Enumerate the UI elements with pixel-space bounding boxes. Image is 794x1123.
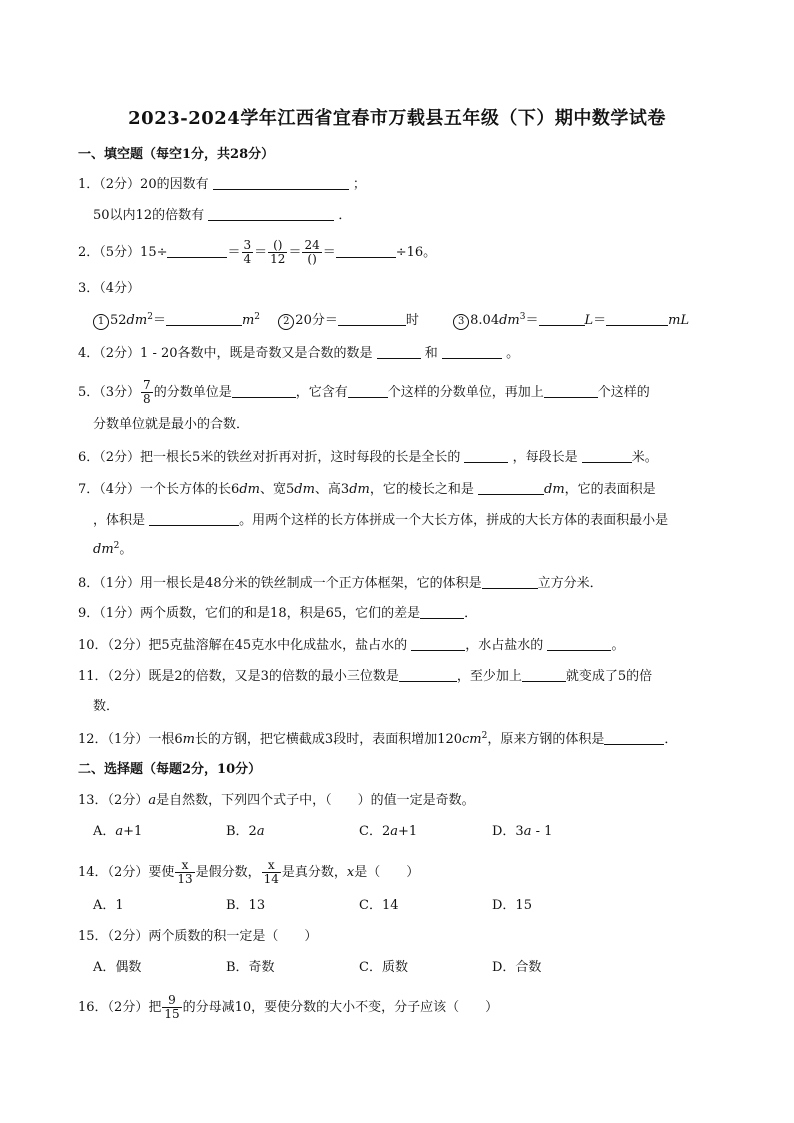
option-d[interactable]: D．合数	[492, 960, 542, 975]
answer-blank[interactable]	[544, 383, 598, 398]
question-3: 3．（4分）	[78, 281, 141, 296]
answer-blank[interactable]	[166, 311, 242, 326]
question-4: 4．（2分）1 - 20各数中，既是奇数又是合数的数是 和 。	[78, 346, 520, 361]
answer-blank[interactable]	[442, 344, 502, 359]
answer-blank[interactable]	[482, 574, 538, 589]
question-3-parts: 1 $52dm^2= m^2$ 2 20分＝ 时 3 $8.04dm^3= L=$ mL	[93, 311, 689, 330]
question-15-options	[93, 959, 541, 977]
option-d[interactable]: D．3a - 1	[492, 824, 553, 839]
question-5: 5．（3分） $\frac{7}{8}$ 的分数单位是 ，它含有 个这样的分数单位，再加上 个这样的	[78, 378, 650, 406]
question-1: 1．（2分）20的因数有 ；	[78, 177, 366, 192]
fraction: $\frac{9}{15}$	[164, 993, 180, 1021]
question-16: 16．（2分）把 $\frac{9}{15}$ 的分母减10，要使分数的大小不变，分子应该（ ）	[78, 993, 499, 1021]
answer-blank[interactable]	[464, 448, 508, 463]
answer-blank[interactable]	[213, 175, 349, 190]
question-14-options	[93, 897, 532, 915]
answer-blank[interactable]	[604, 730, 664, 745]
answer-blank[interactable]	[420, 604, 464, 619]
circled-number: 2	[278, 314, 294, 330]
answer-blank[interactable]	[348, 383, 388, 398]
answer-blank[interactable]	[539, 311, 585, 326]
option-a[interactable]: A．1	[93, 898, 124, 913]
option-a[interactable]: A．a+1	[93, 824, 143, 839]
question-13: 13．（2分）a是自然数，下列四个式子中，（ ）的值一定是奇数。	[78, 793, 475, 808]
fraction: $\frac{()}{12}$	[270, 238, 286, 266]
question-9: 9．（1分）两个质数，它们的和是18，积是65，它们的差是 ．	[78, 606, 478, 621]
option-c[interactable]: C．质数	[359, 960, 408, 975]
question-14: 14．（2分）要使 $\frac{x}{13}$ 是假分数， $\frac{x}{14}$ 是真分数，x是（ ）	[78, 858, 420, 886]
fraction: $\frac{x}{13}$	[177, 858, 193, 886]
question-10: 10．（2分）把5克盐溶解在45克水中化成盐水，盐占水的 ，水占盐水的 。	[78, 638, 625, 653]
answer-blank[interactable]	[167, 243, 227, 258]
option-d[interactable]: D．15	[492, 898, 532, 913]
question-11: 11．（2分）既是2的倍数，又是3的倍数的最小三位数是 ，至少加上 就变成了5的倍	[78, 669, 653, 684]
circled-number: 1	[93, 314, 109, 330]
option-b[interactable]: B．2a	[226, 824, 265, 839]
option-c[interactable]: C．2a+1	[359, 824, 418, 839]
answer-blank[interactable]	[547, 636, 611, 651]
question-1-part-2: 50以内12的倍数有 ．	[93, 208, 352, 223]
answer-blank[interactable]	[232, 383, 296, 398]
question-2: 2．（5分）15÷ ＝ $\frac{3}{4}$ ＝ $\frac{()}{12}$ ＝ $\frac{24}{()}$ ＝ ÷16。	[78, 238, 437, 266]
question-8: 8．（1分）用一根长是48分米的铁丝制成一个正方体框架，它的体积是 立方分米．	[78, 576, 603, 591]
section-choice-heading: 二、选择题（每题2分，10分）	[78, 762, 262, 777]
fraction: $\frac{3}{4}$	[243, 238, 252, 266]
answer-blank[interactable]	[478, 480, 544, 495]
answer-blank[interactable]	[338, 311, 406, 326]
fraction: $\frac{24}{()}$	[304, 238, 320, 266]
question-5-continued: 分数单位就是最小的合数．	[93, 417, 250, 432]
option-a[interactable]: A．偶数	[93, 960, 142, 975]
option-b[interactable]: B．13	[226, 898, 266, 913]
answer-blank[interactable]	[411, 636, 465, 651]
answer-blank[interactable]	[582, 448, 632, 463]
circled-number: 3	[453, 314, 469, 330]
answer-blank[interactable]	[208, 206, 334, 221]
fraction: $\frac{7}{8}$	[143, 378, 151, 406]
answer-blank[interactable]	[399, 667, 457, 682]
question-7-continued: ，体积是 。用两个这样的长方体拼成一个大长方体，拼成的大长方体的表面积最小是	[93, 513, 669, 528]
exam-title: 2023-2024学年江西省宜春市万载县五年级（下）期中数学试卷	[128, 108, 666, 129]
question-13-options	[93, 823, 552, 841]
option-b[interactable]: B．奇数	[226, 960, 275, 975]
answer-blank[interactable]	[522, 667, 566, 682]
question-12: 12．（1分）一根6m长的方钢，把它横截成3段时，表面积增加$120cm^2$，原来方钢的体积是 ．	[78, 731, 678, 747]
answer-blank[interactable]	[149, 511, 239, 526]
answer-blank[interactable]	[377, 344, 421, 359]
question-7-unit: $dm^2$。	[93, 541, 133, 557]
question-6: 6．（2分）把一根长5米的铁丝对折再对折，这时每段的长是全长的 ，每段长是 米。	[78, 450, 658, 465]
answer-blank[interactable]	[336, 243, 396, 258]
option-c[interactable]: C．14	[359, 898, 399, 913]
question-15: 15．（2分）两个质数的积一定是（ ）	[78, 929, 318, 944]
question-7: 7．（4分）一个长方体的长6dm、宽5dm、高3dm，它的棱长之和是 dm，它的表面积是	[78, 482, 656, 497]
section-fill-in-heading: 一、填空题（每空1分，共28分）	[78, 147, 275, 162]
fraction: $\frac{x}{14}$	[263, 858, 279, 886]
answer-blank[interactable]	[606, 311, 668, 326]
question-11-continued: 数．	[93, 699, 120, 714]
